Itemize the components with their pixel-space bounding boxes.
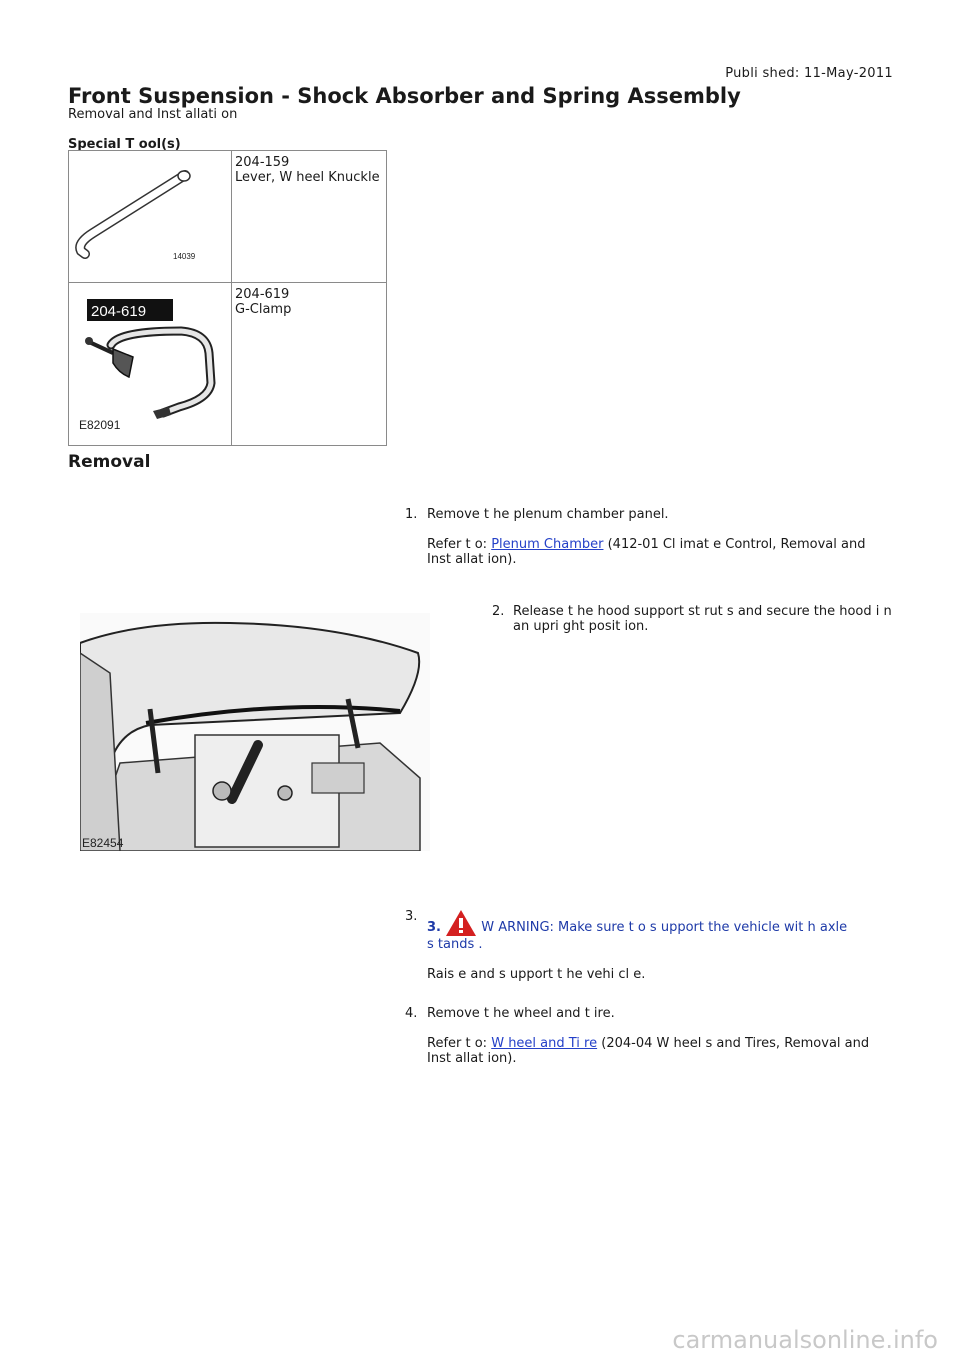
lever-tool-illustration (69, 151, 231, 278)
tool-row (69, 283, 387, 446)
tool-image-cell (69, 151, 232, 283)
tool-name: G-Clamp (235, 302, 292, 317)
warning-text-line2: s tands . (427, 937, 483, 952)
wheel-and-tire-link[interactable]: W heel and Ti re (491, 1036, 598, 1051)
special-tools-heading: Special T ool(s) (68, 137, 181, 152)
step-reference (427, 1036, 897, 1066)
tool-description (232, 283, 387, 446)
step-text-line2: an upri ght posit ion. (513, 619, 649, 634)
tool-image-label: 14039 (173, 252, 196, 261)
refer-line2: Inst allat ion). (427, 552, 517, 567)
warning-step-number: 3. (427, 920, 441, 935)
hood-strut-illustration (80, 613, 430, 851)
warning-text: W ARNING: Make sure t o s upport the vehicle wit h axle (477, 920, 848, 935)
refer-line2: Inst allat ion). (427, 1051, 517, 1066)
page-title: Front Suspension - Shock Absorber and Spring Assembly (68, 84, 741, 108)
refer-suffix: (204-04 W heel s and Tires, Removal and (597, 1036, 870, 1051)
warning-line (427, 909, 897, 937)
tool-image-tag: 204-619 (91, 303, 147, 320)
step-reference (427, 537, 897, 567)
refer-suffix: (412-01 Cl imat e Control, Removal and (603, 537, 866, 552)
step-number: 1. (405, 507, 418, 522)
special-tools-table (68, 150, 387, 446)
step-text: Rais e and s upport t he vehi cl e. (427, 967, 646, 982)
refer-prefix: Refer t o: (427, 537, 488, 552)
g-clamp-illustration (69, 283, 231, 441)
watermark: carmanualsonline.info (672, 1326, 938, 1354)
tool-image-cell (69, 283, 232, 446)
step-text: Remove t he wheel and t ire. (427, 1006, 615, 1021)
step-text-line1: Release t he hood support st rut s and secure the hood i n (513, 604, 892, 619)
step-4 (427, 1006, 897, 1066)
step-3 (427, 909, 897, 982)
step-number: 2. (492, 604, 505, 619)
page-subtitle: Removal and Inst allati on (68, 107, 238, 122)
removal-heading: Removal (68, 452, 151, 472)
tool-row (69, 151, 387, 283)
step-number: 4. (405, 1006, 418, 1021)
figure-label: E82454 (82, 836, 124, 850)
tool-code: 204-159 (235, 155, 290, 170)
step-1 (427, 507, 897, 567)
plenum-chamber-link[interactable]: Plenum Chamber (491, 537, 604, 552)
step-text: Remove t he plenum chamber panel. (427, 507, 669, 522)
tool-code: 204-619 (235, 287, 290, 302)
tool-name: Lever, W heel Knuckle (235, 170, 380, 185)
tool-description (232, 151, 387, 283)
refer-prefix: Refer t o: (427, 1036, 488, 1051)
step-2 (513, 604, 903, 634)
warning-icon (445, 909, 477, 937)
published-date: Publi shed: 11-May-2011 (725, 66, 893, 81)
step-number: 3. (405, 909, 418, 924)
tool-image-label: E82091 (79, 418, 121, 432)
